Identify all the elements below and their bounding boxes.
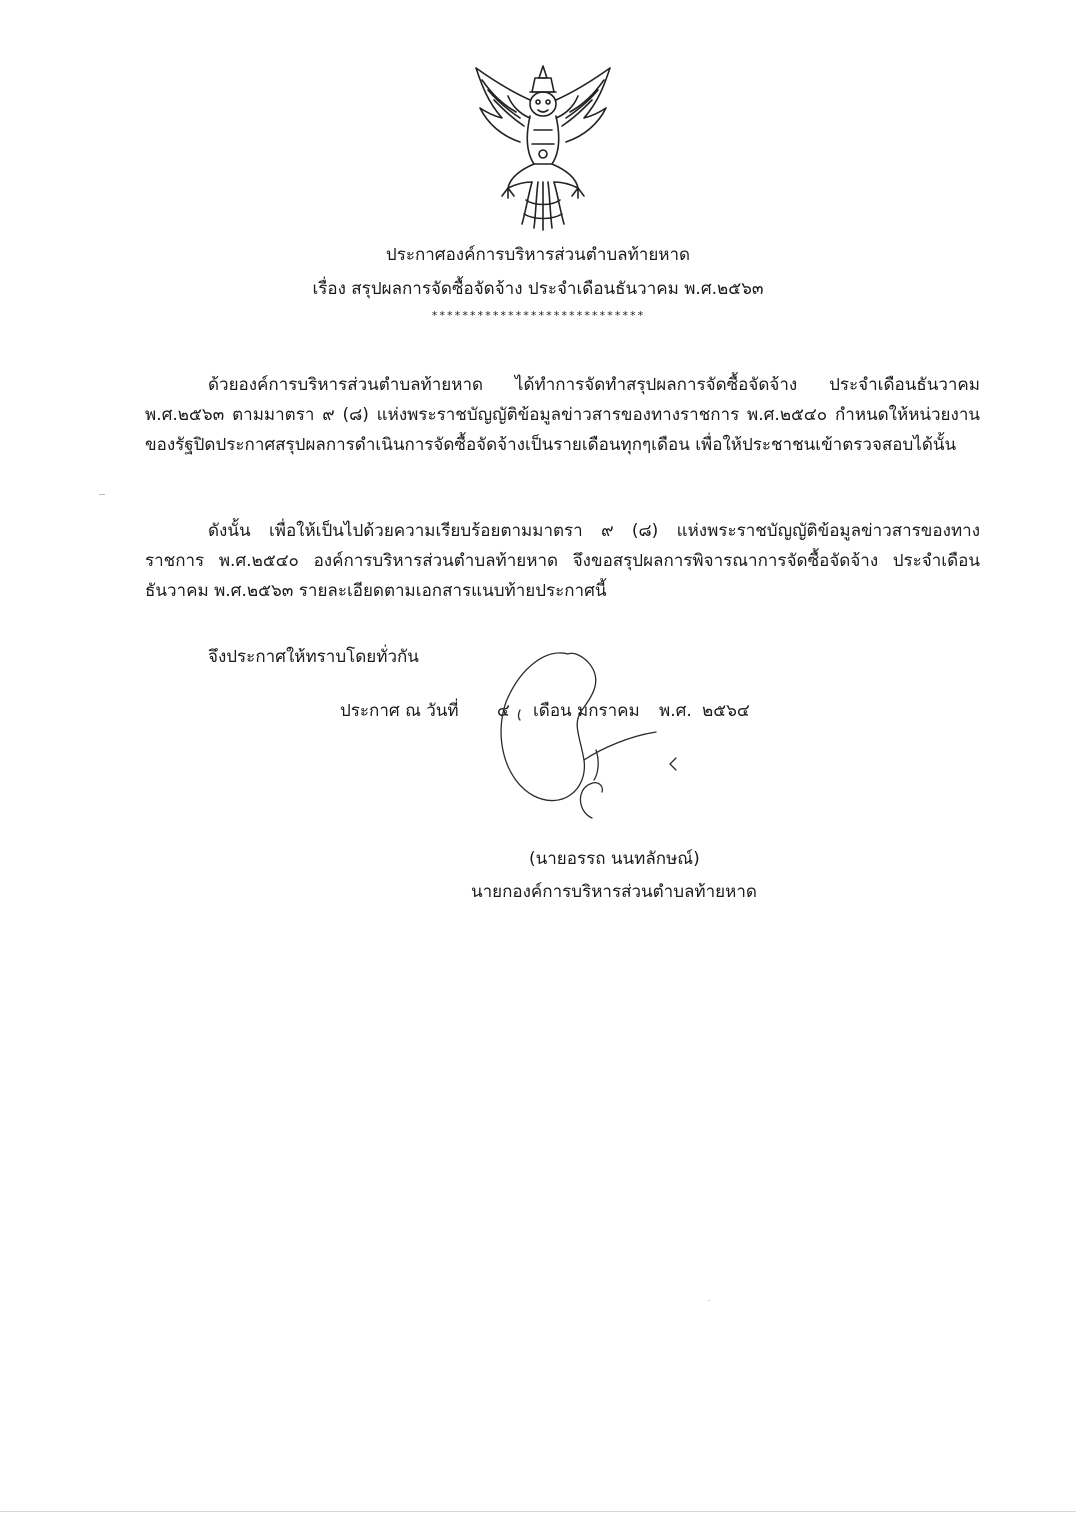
closing-statement: จึงประกาศให้ทราบโดยทั่วกัน [208, 647, 419, 667]
handwritten-signature-icon [480, 640, 700, 830]
garuda-emblem-icon [468, 60, 618, 232]
announcement-month-label: เดือน [533, 701, 572, 721]
title-separator: **************************** [431, 309, 645, 322]
margin-mark [99, 494, 105, 495]
signer-position: นายกองค์การบริหารส่วนตำบลท้ายหาด [471, 882, 757, 902]
scan-speck [708, 1300, 710, 1301]
announcement-day: ๔ [497, 701, 510, 721]
signer-name: (นายอรรถ นนทลักษณ์) [529, 849, 700, 869]
paragraph-conclusion: ดังนั้น เพื่อให้เป็นไปด้วยความเรียบร้อยตามมาตรา ๙ (๘) แห่งพระราชบัญญัติข้อมูลข่าวสารของทางราชการ พ.ศ.๒๕๔๐ องค์การบริหารส่วนตำบลท้ายหาด จึงขอสรุปผลการพิจารณาการจัดซื้อจัดจ้าง ประจำเดือนธันวาคม พ.ศ.๒๕๖๓ รายละเอียดตามเอกสารแนบท้ายประกาศนี้ [145, 521, 980, 601]
paragraph-intro: ด้วยองค์การบริหารส่วนตำบลท้ายหาด ได้ทำการจัดทำสรุปผลการจัดซื้อจัดจ้าง ประจำเดือนธันวาคม พ.ศ.๒๕๖๓ ตามมาตรา ๙ (๘) แห่งพระราชบัญญัติข้อมูลข่าวสารของทางราชการ พ.ศ.๒๕๔๐ กำหนดให้หน่วยงานของรัฐปิดประกาศสรุปผลการดำเนินการจัดซื้อจัดจ้างเป็นรายเดือนทุกๆเดือน เพื่อให้ประชาชนเข้าตรวจสอบได้นั้น [145, 375, 980, 455]
announcement-year-label: พ.ศ. [659, 701, 692, 721]
announcement-year: ๒๕๖๔ [702, 701, 750, 721]
scan-bottom-edge [0, 1511, 1076, 1512]
announcement-title: ประกาศองค์การบริหารส่วนตำบลท้ายหาด [385, 245, 691, 265]
announcement-subject: เรื่อง สรุปผลการจัดซื้อจัดจ้าง ประจำเดือนธันวาคม พ.ศ.๒๕๖๓ [312, 279, 764, 299]
announcement-date-prefix: ประกาศ ณ วันที่ [340, 701, 459, 721]
announcement-month: มกราคม [577, 701, 640, 721]
